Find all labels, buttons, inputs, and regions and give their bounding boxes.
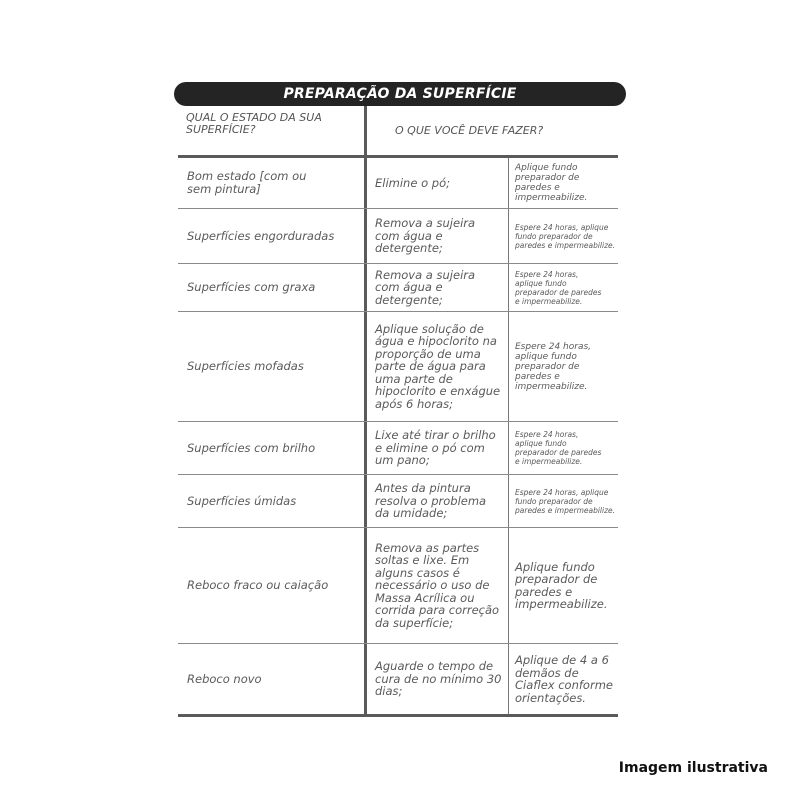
table-row-finish: Aplique de 4 a 6 demãos de Ciaflex conforme orientações. bbox=[515, 653, 613, 705]
table-row-finish: Espere 24 horas, aplique fundo preparador de paredes e impermeabilize. bbox=[515, 269, 602, 306]
table-row-finish: Espere 24 horas, aplique fundo preparador de paredes e impermeabilize. bbox=[515, 487, 616, 515]
table-row-action: Remova as partes soltas e lixe. Em alguns casos é necessário o uso de Massa Acrílica ou corrida para correção da superfície; bbox=[375, 540, 500, 630]
table-row-state: Superfícies com graxa bbox=[187, 280, 316, 294]
row-divider bbox=[178, 421, 618, 422]
table-row-finish: Espere 24 horas, aplique fundo preparador de paredes e impermeabilize. bbox=[515, 341, 592, 392]
table-row-action: Aguarde o tempo de cura de no mínimo 30 dias; bbox=[375, 659, 502, 699]
table-row-state: Superfícies mofadas bbox=[187, 359, 304, 373]
header-what-to-do: O QUE VOCÊ DEVE FAZER? bbox=[395, 124, 544, 137]
table-row-state: Superfícies úmidas bbox=[187, 493, 297, 508]
table-row-finish: Espere 24 horas, aplique fundo preparador de paredes e impermeabilize. bbox=[515, 222, 616, 250]
header-surface-state: QUAL O ESTADO DA SUA SUPERFÍCIE? bbox=[186, 111, 322, 136]
row-divider bbox=[178, 263, 618, 264]
table-row-finish: Aplique fundo preparador de paredes e impermeabilize. bbox=[515, 163, 588, 203]
table-row-action: Antes da pintura resolva o problema da umidade; bbox=[375, 481, 487, 521]
row-divider bbox=[178, 311, 618, 312]
column-divider-secondary bbox=[508, 158, 509, 716]
table-row-finish: Espere 24 horas, aplique fundo preparador de paredes e impermeabilize. bbox=[515, 430, 602, 466]
header-divider bbox=[178, 155, 618, 158]
table-row-finish: Aplique fundo preparador de paredes e impermeabilize. bbox=[515, 559, 608, 611]
column-divider-main bbox=[364, 106, 367, 716]
table-row-action: Aplique solução de água e hipoclorito na proporção de uma parte de água para uma parte de hipoclorito e enxágue após 6 horas; bbox=[375, 321, 501, 411]
table-row-action: Remova a sujeira com água e detergente; bbox=[375, 267, 476, 307]
table-row-action: Elimine o pó; bbox=[375, 175, 450, 190]
table-row-state: Superfícies engorduradas bbox=[187, 228, 335, 243]
table-row-state: Reboco fraco ou caiação bbox=[187, 578, 329, 592]
image-caption: Imagem ilustrativa bbox=[618, 760, 768, 776]
row-divider bbox=[178, 643, 618, 644]
table-bottom-border bbox=[178, 714, 618, 717]
table-row-state: Superfícies com brilho bbox=[187, 440, 316, 455]
row-divider bbox=[178, 208, 618, 209]
table-row-state: Bom estado [com ou sem pintura] bbox=[187, 169, 307, 196]
row-divider bbox=[178, 474, 618, 475]
table-row-state: Reboco novo bbox=[187, 671, 262, 686]
table-title-banner: PREPARAÇÃO DA SUPERFÍCIE bbox=[174, 82, 626, 106]
table-row-action: Remova a sujeira com água e detergente; bbox=[375, 216, 476, 256]
row-divider bbox=[178, 527, 618, 528]
table-row-action: Lixe até tirar o brilho e elimine o pó com um pano; bbox=[375, 428, 496, 468]
